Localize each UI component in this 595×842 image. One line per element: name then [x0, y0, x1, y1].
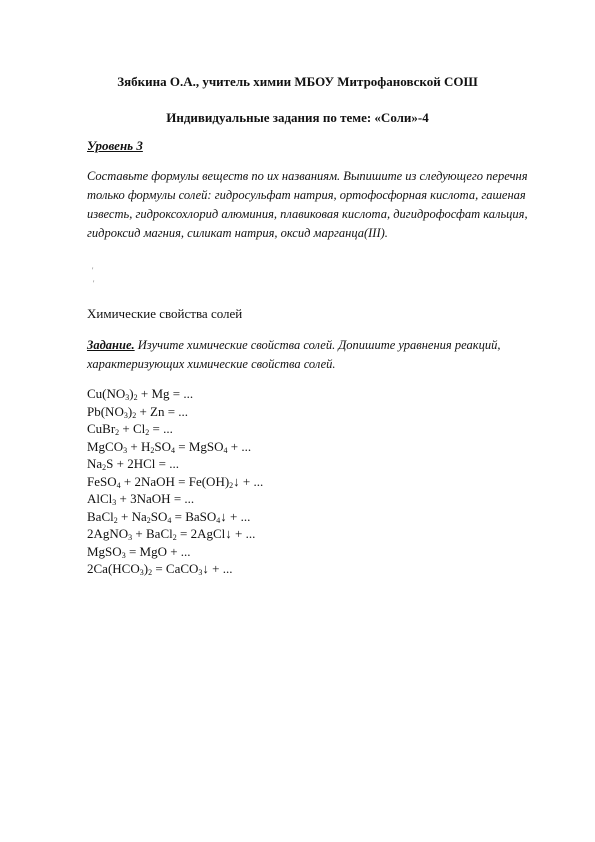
- equation-line: BaCl$_2$ + $Na_2SO_4$ = BaSO$_4$↓ + ...: [87, 508, 251, 525]
- equation-line: MgCO$_3$ + $H_2SO_4$ = MgSO$_4$ + ...: [87, 438, 252, 455]
- page-title: Индивидуальные задания по теме: «Соли»-4: [166, 110, 429, 125]
- equation-line: 2AgNO$_3$ + BaCl$_2$ = 2AgCl↓ + ...: [87, 526, 256, 542]
- equation-line: $Cu(NO_3)_2 + Mg$ = ...: [87, 386, 194, 402]
- equations-list: [87, 385, 263, 578]
- assignment-lead: Задание.: [87, 338, 135, 352]
- level-heading: Уровень 3: [87, 138, 143, 153]
- equation-line: $2Ca(HCO_3)_2$ = CaCO$_3$↓ + ...: [87, 561, 233, 577]
- equation-line: CuBr$_2$ + $Cl_2$ = ...: [87, 421, 173, 437]
- section-title: Химические свойства солей: [87, 306, 243, 321]
- stray-mark: ': [92, 266, 94, 275]
- assignment-text: Изучите химические свойства солей. Допишите уравнения реакций, характеризующих химические свойства солей.: [87, 338, 501, 371]
- equation-line: $Na_2S + 2HCl$ = ...: [87, 456, 179, 472]
- stray-mark: ': [93, 279, 95, 288]
- equation-line: FeSO$_4$ + 2NaOH = $Fe(OH)_2↓$ + ...: [87, 473, 264, 490]
- assignment-paragraph: [87, 336, 542, 374]
- task-paragraph: Составьте формулы веществ по их названиям. Выпишите из следующего перечня только формулы солей: гидросульфат натрия, ортофосфорная кислота, гашеная известь, гидроксохлорид алюминия, плавиковая кислота, дигидрофосфат кальция, гидроксид магния, силикат натрия, оксид марганца(III).: [87, 169, 528, 240]
- equation-line: $Pb(NO_3)_2 + Zn$ = ...: [87, 403, 189, 420]
- equation-line: MgSO$_3$ = MgO + ...: [87, 543, 191, 560]
- equation-line: AlCl$_3$ + 3NaOH = ...: [87, 491, 195, 507]
- author-line: Зябкина О.А., учитель химии МБОУ Митрофановской СОШ: [117, 74, 478, 89]
